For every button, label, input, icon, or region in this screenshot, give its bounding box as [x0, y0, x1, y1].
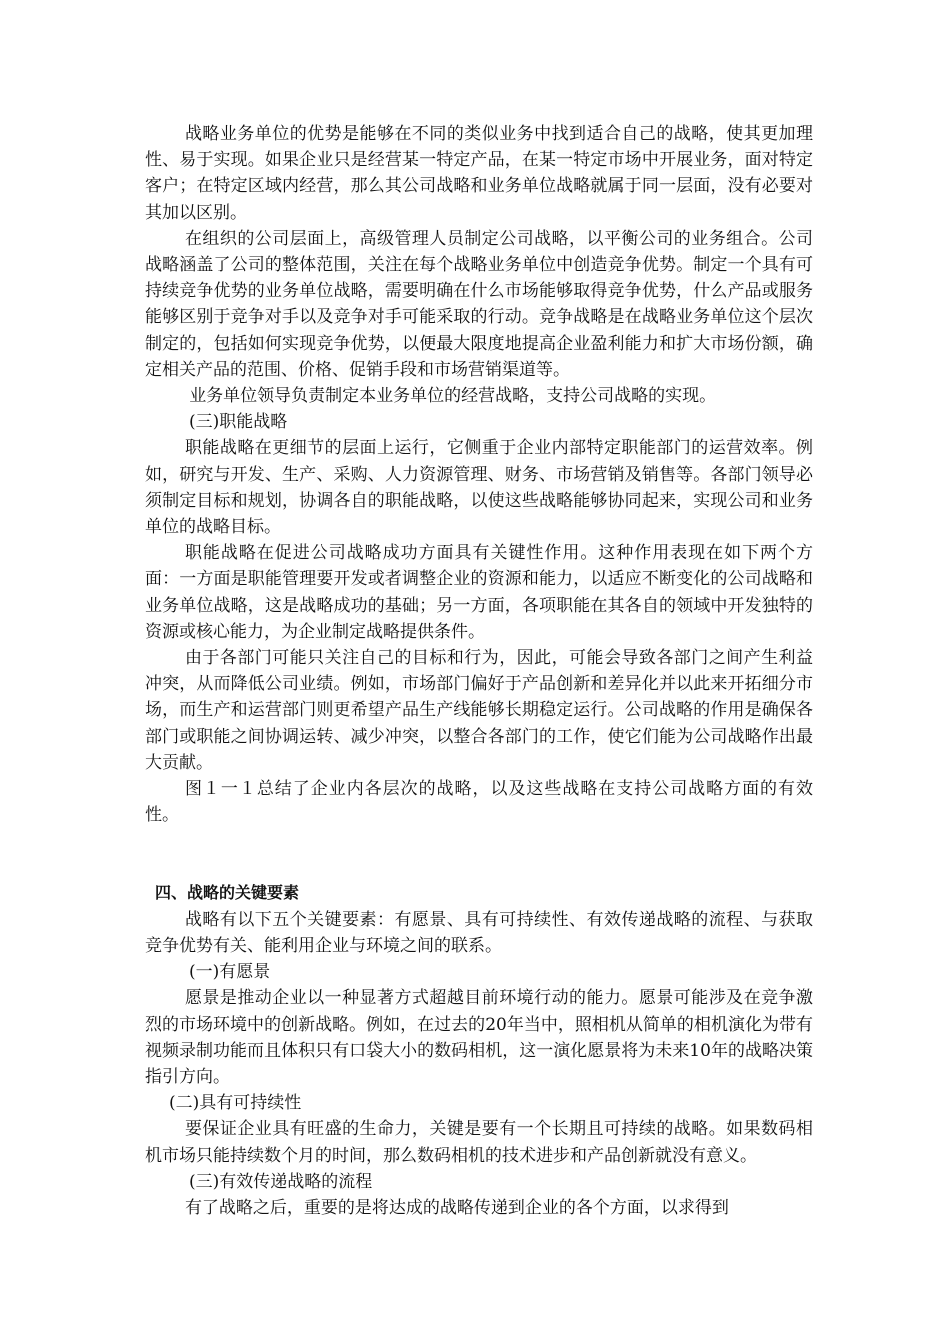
section-spacer	[145, 828, 813, 880]
paragraph-functional-definition: 职能战略在更细节的层面上运行，它侧重于企业内部特定职能部门的运营效率。例如，研究与开发、生产、采购、人力资源管理、财务、市场营销及销售等。各部门领导必须制定目标和规划，协调各自的职能战略，以使这些战略能够协同起来，实现公司和业务单位的战略目标。	[145, 438, 813, 538]
paragraph-vision: 愿景是推动企业以一种显著方式超越目前环境行动的能力。愿景可能涉及在竞争激烈的市场环境中的创新战略。例如，在过去的20年当中，照相机从简单的相机演化为带有视频录制功能而且体积只有口袋大小的数码相机，这一演化愿景将为未来10年的战略决策指引方向。	[145, 988, 813, 1087]
paragraph-department-conflict: 由于各部门可能只关注自己的目标和行为，因此，可能会导致各部门之间产生利益冲突，从而降低公司业绩。例如，市场部门偏好于产品创新和差异化并以此来开拓细分市场，而生产和运营部门则更希望产品生产线能够长期稳定运行。公司战略的作用是确保各部门或职能之间协调运转、减少冲突，以整合各部门的工作，使它们能为公司战略作出最大贡献。	[145, 648, 813, 773]
subheading-functional-strategy: (三)职能战略	[189, 412, 288, 433]
document-body	[145, 121, 813, 1221]
section-heading-key-elements: 四、战略的关键要素	[155, 883, 300, 903]
paragraph-sbu-advantage: 战略业务单位的优势是能够在不同的类似业务中找到适合自己的战略，使其更加理性、易于实现。如果企业只是经营某一特定产品，在某一特定市场中开展业务，面对特定客户；在特定区域内经营，那么其公司战略和业务单位战略就属于同一层面，没有必要对其加以区别。	[145, 124, 813, 223]
paragraph-functional-role: 职能战略在促进公司战略成功方面具有关键性作用。这种作用表现在如下两个方面：一方面是职能管理要开发或者调整企业的资源和能力，以适应不断变化的公司战略和业务单位战略，这是战略成功的基础；另一方面，各项职能在其各自的领域中开发独特的资源或核心能力，为企业制定战略提供条件。	[145, 543, 813, 642]
paragraph-corporate-level: 在组织的公司层面上，高级管理人员制定公司战略，以平衡公司的业务组合。公司战略涵盖了公司的整体范围，关注在每个战略业务单位中创造竞争优势。制定一个具有可持续竞争优势的业务单位战略，需要明确在什么市场能够取得竞争优势，什么产品或服务能够区别于竞争对手以及竞争对手可能采取的行动。竞争战略是在战略业务单位这个层次制定的，包括如何实现竞争优势，以便最大限度地提高企业盈利能力和扩大市场份额，确定相关产品的范围、价格、促销手段和市场营销渠道等。	[145, 228, 813, 380]
paragraph-sustainability: 要保证企业具有旺盛的生命力，关键是要有一个长期且可持续的战略。如果数码相机市场只能持续数个月的时间，那么数码相机的技术进步和产品创新就没有意义。	[145, 1119, 813, 1166]
paragraph-strategy-process: 有了战略之后，重要的是将达成的战略传递到企业的各个方面，以求得到	[184, 1197, 729, 1218]
subheading-vision: (一)有愿景	[189, 962, 271, 983]
paragraph-figure-reference: 图１一１总结了企业内各层次的战略，以及这些战略在支持公司战略方面的有效性。	[145, 779, 813, 826]
paragraph-key-elements-intro: 战略有以下五个关键要素：有愿景、具有可持续性、有效传递战略的流程、与获取竞争优势有关、能利用企业与环境之间的联系。	[145, 909, 813, 956]
subheading-strategy-process: (三)有效传递战略的流程	[189, 1171, 373, 1192]
subheading-sustainability: (二)具有可持续性	[169, 1093, 302, 1114]
paragraph-unit-leader: 业务单位领导负责制定本业务单位的经营战略，支持公司战略的实现。	[189, 386, 717, 407]
